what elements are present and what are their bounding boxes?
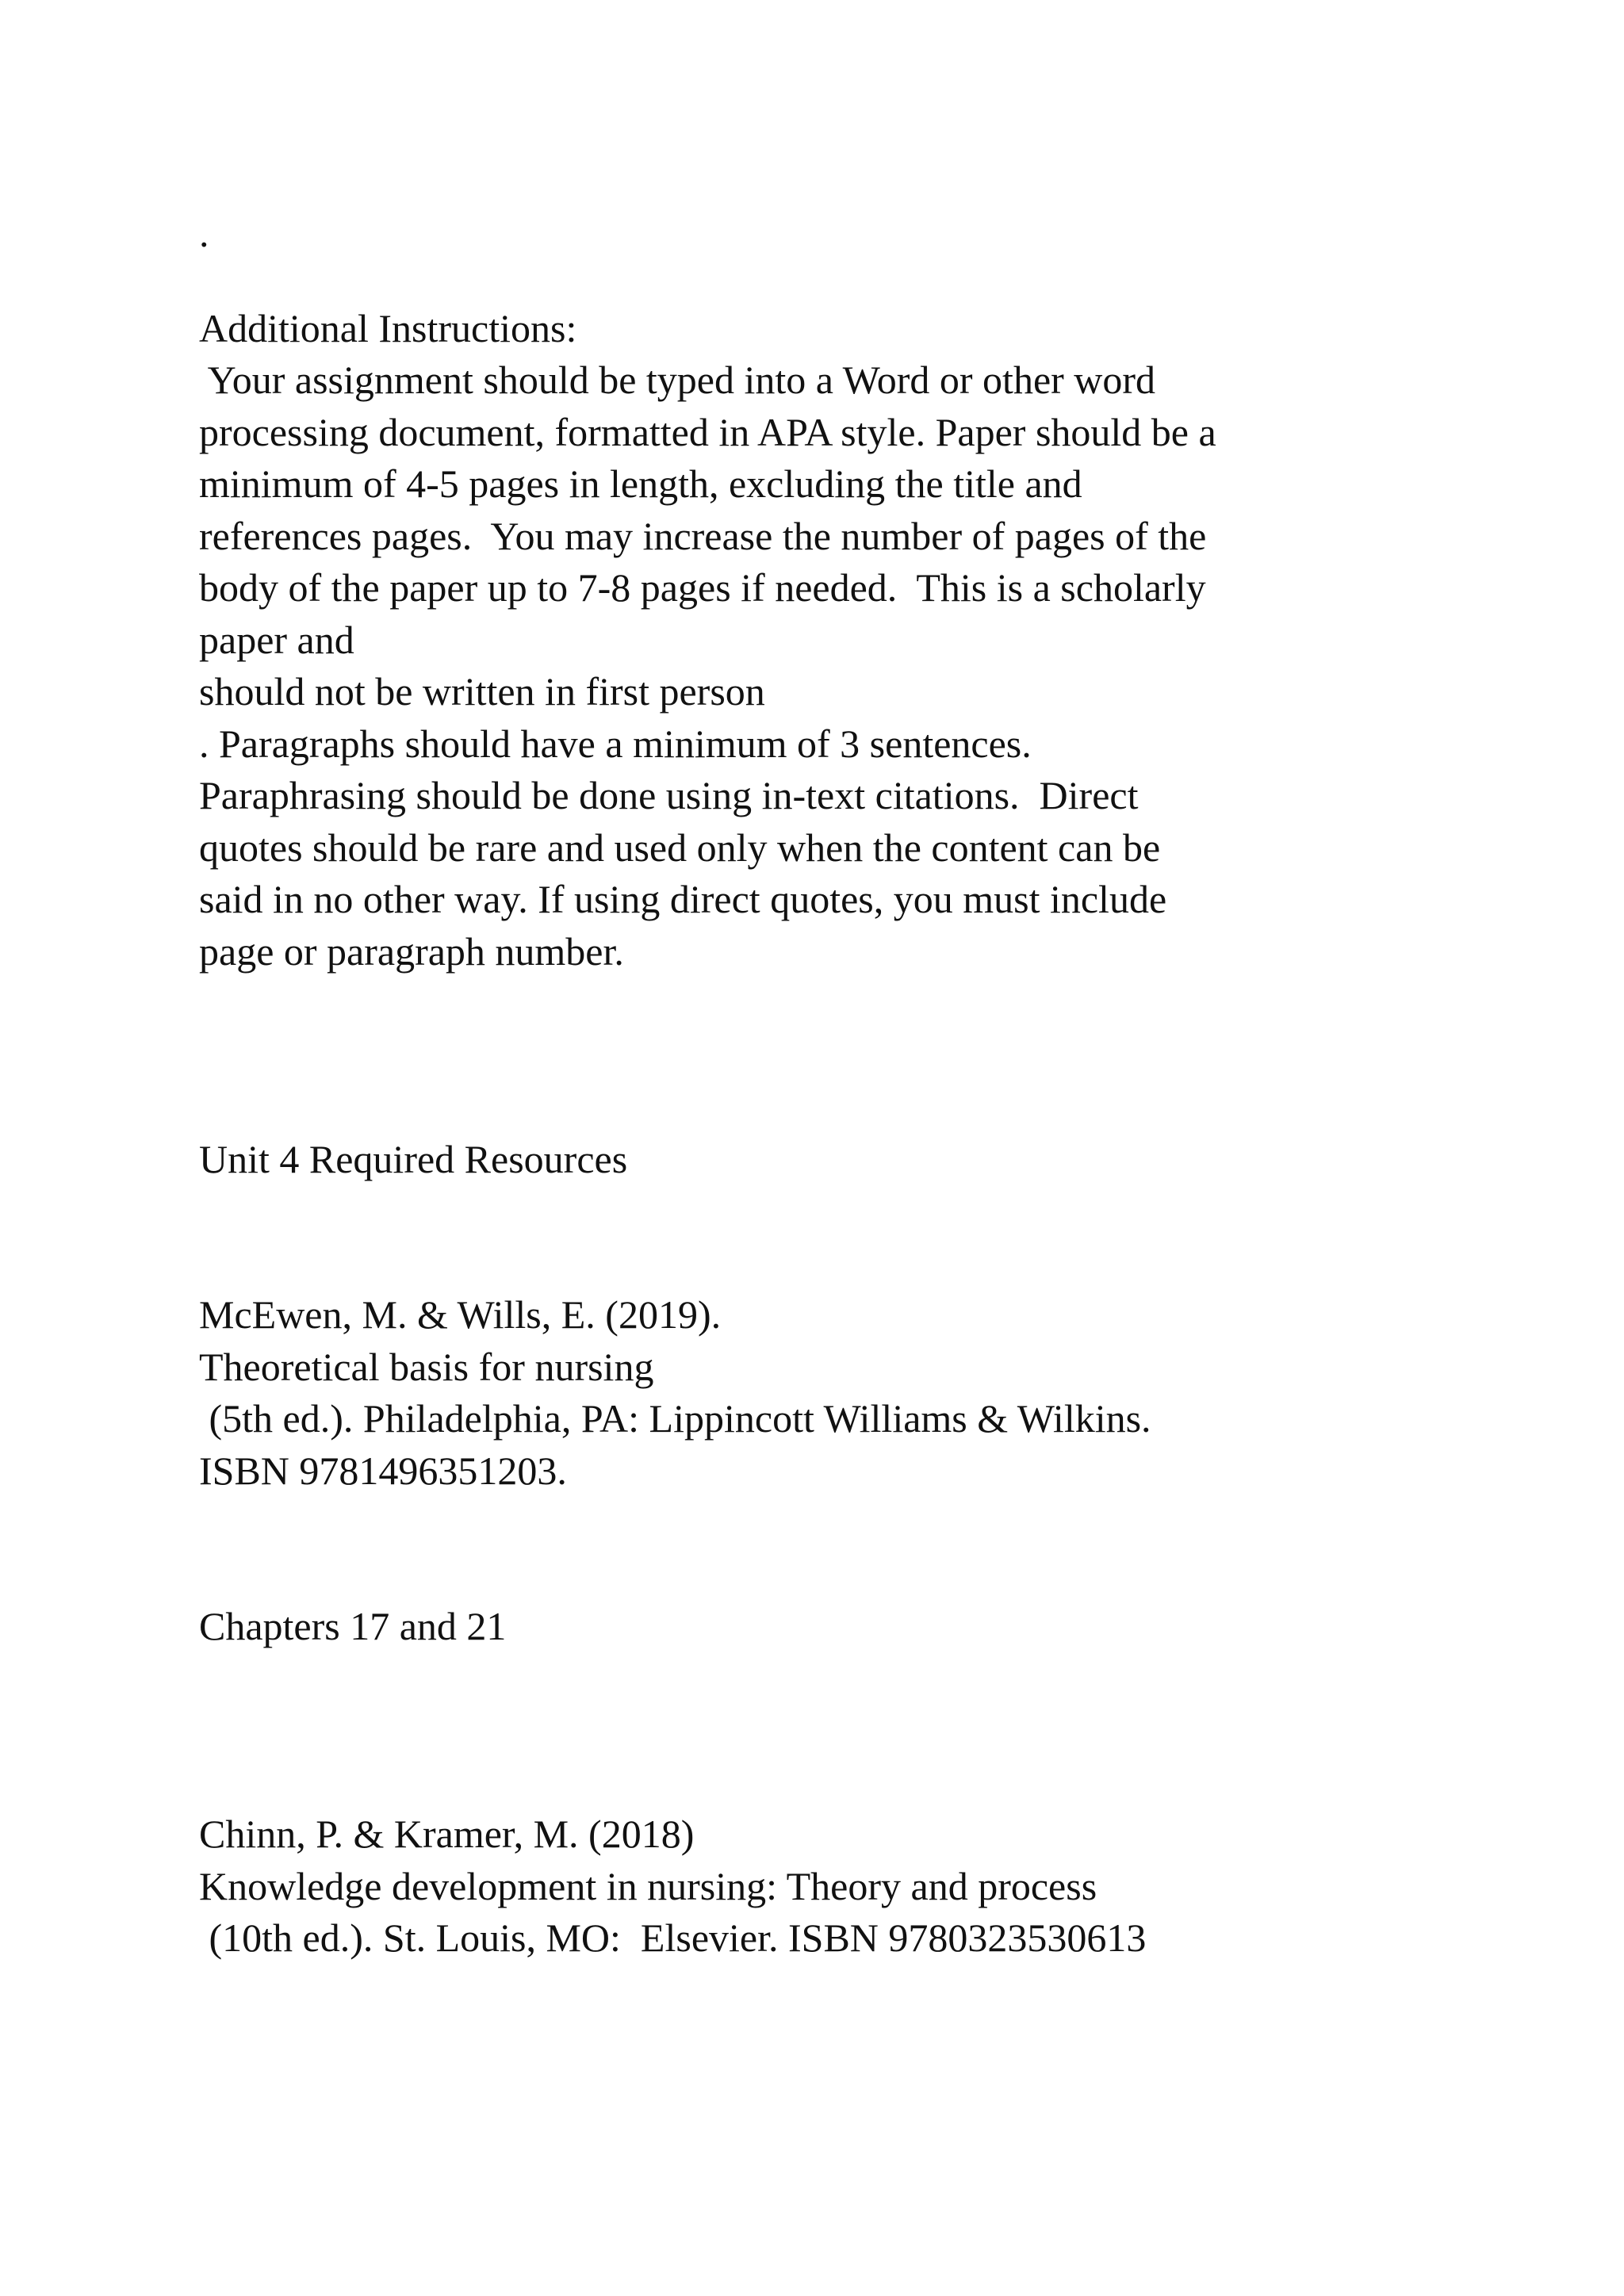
instructions-line: minimum of 4-5 pages in length, excluding the title and — [199, 461, 1082, 506]
instructions-line: Your assignment should be typed into a Word or other word — [199, 358, 1156, 402]
instructions-line: references pages. You may increase the number of pages of the — [199, 514, 1207, 558]
chapters-note: Chapters 17 and 21 — [199, 1604, 507, 1648]
reference-title: Knowledge development in nursing: Theory and process — [199, 1864, 1097, 1908]
instructions-line: said in no other way. If using direct quotes, you must include — [199, 877, 1167, 921]
reference-line: (5th ed.). Philadelphia, PA: Lippincott Williams & Wilkins. — [199, 1396, 1151, 1441]
reference-title: Theoretical basis for nursing — [199, 1345, 654, 1389]
reference-line: Chinn, P. & Kramer, M. (2018) — [199, 1812, 695, 1856]
instructions-line: . Paragraphs should have a minimum of 3 sentences. — [199, 721, 1032, 766]
instructions-line: Paraphrasing should be done using in-text citations. Direct — [199, 773, 1139, 817]
instructions-line: processing document, formatted in APA style. Paper should be a — [199, 410, 1216, 454]
reference-line: McEwen, M. & Wills, E. (2019). — [199, 1292, 722, 1337]
instructions-line: body of the paper up to 7-8 pages if needed. This is a scholarly — [199, 565, 1206, 610]
reference-line: (10th ed.). St. Louis, MO: Elsevier. ISBN 9780323530613 — [199, 1915, 1147, 1960]
leading-period: . — [199, 211, 209, 255]
instructions-line: quotes should be rare and used only when the content can be — [199, 825, 1161, 870]
instructions-line: should not be written in first person — [199, 669, 765, 714]
reference-line: ISBN 9781496351203. — [199, 1448, 567, 1493]
instructions-line: paper and — [199, 618, 354, 662]
resources-heading: Unit 4 Required Resources — [199, 1137, 628, 1181]
instructions-line: page or paragraph number. — [199, 929, 624, 974]
instructions-heading: Additional Instructions: — [199, 306, 577, 350]
